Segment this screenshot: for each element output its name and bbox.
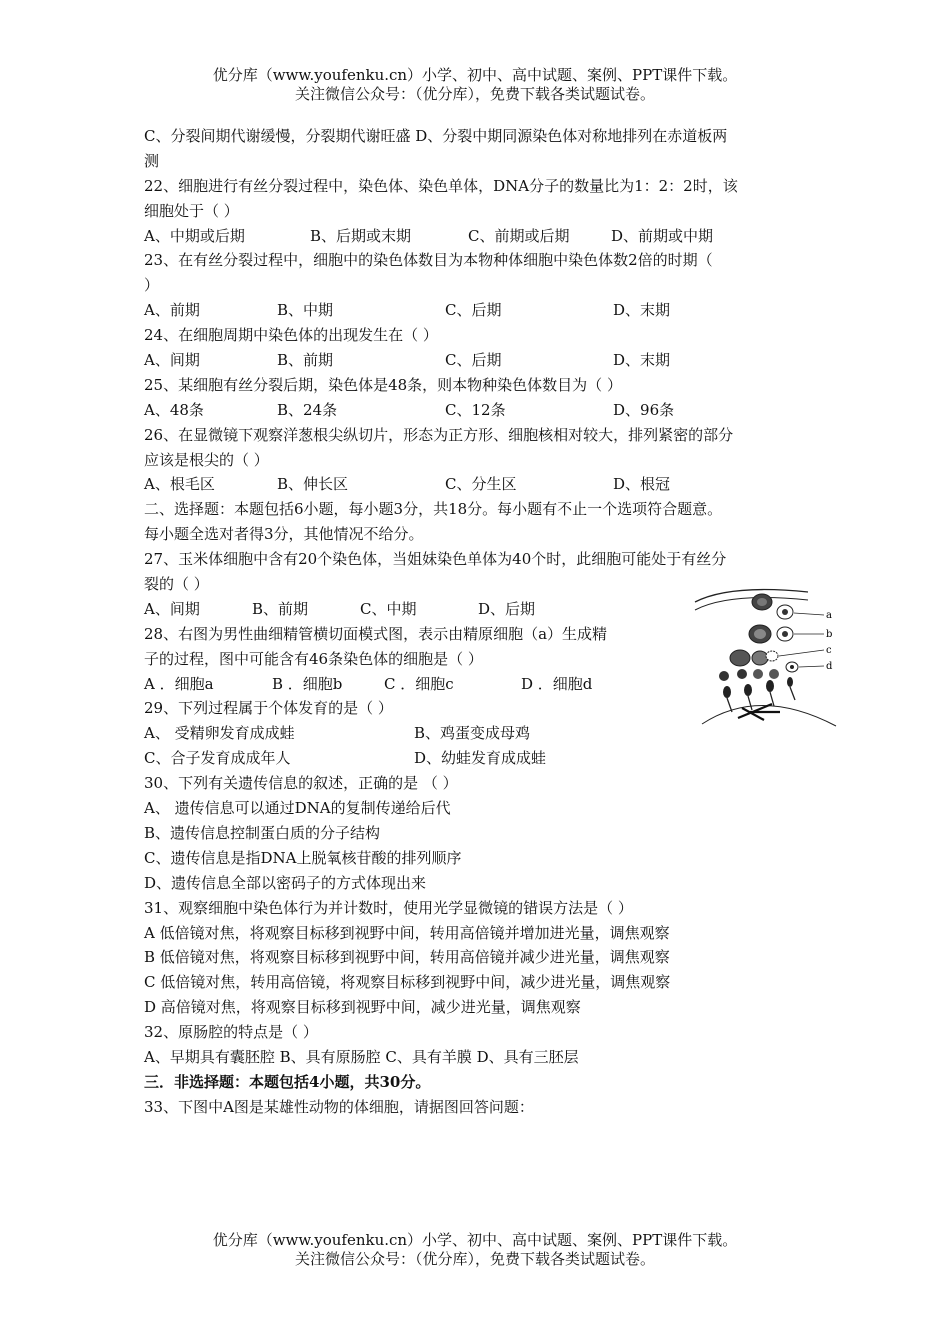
q25-option-a: A、48条 xyxy=(144,400,204,419)
q23-stem: 23、在有丝分裂过程中，细胞中的染色体数目为本物种体细胞中染色体数2倍的时期（ xyxy=(144,251,713,270)
page-header xyxy=(0,66,950,104)
q24-options xyxy=(144,348,814,373)
q23-stem-cont: ） xyxy=(144,276,160,295)
section-2-heading-cont: 每小题全选对者得3分，其他情况不给分。 xyxy=(144,525,424,544)
q21-option-line: C、分裂间期代谢缓慢，分裂期代谢旺盛 D、分裂中期同源染色体对称地排列在赤道板两 xyxy=(144,127,728,145)
q31-option-b: B 低倍镜对焦，将观察目标移到视野中间，转用高倍镜并减少进光量，调焦观察 xyxy=(144,948,670,967)
q27-option-b: B、前期 xyxy=(252,599,309,618)
q26-stem: 26、在显微镜下观察洋葱根尖纵切片，形态为正方形、细胞核相对较大，排列紧密的部分 xyxy=(144,425,734,444)
header-line-2: 关注微信公众号：（优分库），免费下载各类试题试卷。 xyxy=(294,85,655,103)
q25-option-b: B、24条 xyxy=(277,400,338,419)
q27-stem-cont: 裂的（ ） xyxy=(144,575,209,594)
q22-option-a: A、中期或后期 xyxy=(144,226,245,245)
q25-stem: 25、某细胞有丝分裂后期，染色体是48条，则本物种染色体数目为（ ） xyxy=(144,375,622,394)
q28-option-d: D ．细胞d xyxy=(521,674,593,693)
q28-stem: 28、右图为男性曲细精管横切面模式图，表示由精原细胞（a）生成精 xyxy=(144,624,608,643)
q26-option-a: A、根毛区 xyxy=(144,475,215,494)
q27-option-d: D、后期 xyxy=(478,599,536,618)
q31-option-c: C 低倍镜对焦，转用高倍镜，将观察目标移到视野中间，减少进光量，调焦观察 xyxy=(144,973,671,992)
q25-options xyxy=(144,398,814,423)
section-2-heading: 二、选择题：本题包括6小题，每小题3分，共18分。每小题有不止一个选项符合题意。 xyxy=(144,500,723,519)
q33-stem: 33、下图中A图是某雄性动物的体细胞，请据图回答问题： xyxy=(144,1097,534,1116)
q26-stem-cont: 应该是根尖的（ ） xyxy=(144,450,269,469)
q22-option-d: D、前期或中期 xyxy=(611,226,714,245)
q28-stem-cont: 子的过程，图中可能含有46条染色体的细胞是（ ） xyxy=(144,649,483,668)
q28-option-b: B ．细胞b xyxy=(272,674,343,693)
q23-option-d: D、末期 xyxy=(613,301,671,320)
page-footer xyxy=(0,1231,950,1269)
header-line-1: 优分库（www.youfenku.cn）小学、初中、高中试题、案例、PPT课件下载。 xyxy=(212,66,738,84)
q26-option-d: D、根冠 xyxy=(613,475,671,494)
q22-option-b: B、后期或末期 xyxy=(310,226,412,245)
q22-options xyxy=(144,224,814,249)
q29-option-b: B、鸡蛋变成母鸡 xyxy=(414,724,531,743)
q32-options: A、早期具有囊胚腔 B、具有原肠腔 C、具有羊膜 D、具有三胚层 xyxy=(144,1047,579,1066)
footer-line-2: 关注微信公众号：（优分库），免费下载各类试题试卷。 xyxy=(294,1250,655,1268)
q23-option-b: B、中期 xyxy=(277,301,334,320)
q29-option-d: D、幼蛙发育成成蛙 xyxy=(414,749,547,768)
q24-option-b: B、前期 xyxy=(277,351,334,370)
q32-stem: 32、原肠腔的特点是（ ） xyxy=(144,1023,318,1042)
q30-option-c: C、遗传信息是指DNA上脱氧核苷酸的排列顺序 xyxy=(144,848,462,867)
label-b: b xyxy=(826,629,833,640)
q29-option-c: C、合子发育成成年人 xyxy=(144,749,291,768)
q31-option-a: A 低倍镜对焦，将观察目标移到视野中间，转用高倍镜并增加进光量，调焦观察 xyxy=(144,923,670,942)
section-3-heading: 三．非选择题：本题包括4小题，共30分。 xyxy=(144,1072,431,1091)
q26-options xyxy=(144,472,814,497)
label-d: d xyxy=(826,661,833,672)
q25-option-c: C、12条 xyxy=(445,400,506,419)
q24-option-d: D、末期 xyxy=(613,351,671,370)
q29-options-row-2 xyxy=(144,746,814,771)
q30-option-d: D、遗传信息全部以密码子的方式体现出来 xyxy=(144,873,427,892)
q25-option-d: D、96条 xyxy=(613,400,675,419)
q22-stem: 22、细胞进行有丝分裂过程中，染色体、染色单体，DNA分子的数量比为1：2：2时，该 xyxy=(144,176,738,195)
q23-option-c: C、后期 xyxy=(445,301,502,320)
q31-stem: 31、观察细胞中染色体行为并计数时，使用光学显微镜的错误方法是（ ） xyxy=(144,898,633,917)
q29-option-a: A、 受精卵发育成成蛙 xyxy=(144,724,295,743)
q23-option-a: A、前期 xyxy=(144,301,200,320)
q24-option-a: A、间期 xyxy=(144,351,200,370)
q26-option-c: C、分生区 xyxy=(445,475,517,494)
q28-option-c: C ．细胞c xyxy=(384,674,454,693)
seminiferous-tubule-figure xyxy=(690,582,840,730)
q22-option-c: C、前期或后期 xyxy=(468,226,570,245)
q24-stem: 24、在细胞周期中染色体的出现发生在（ ） xyxy=(144,326,438,345)
label-c: c xyxy=(826,645,832,656)
q31-option-d: D 高倍镜对焦，将观察目标移到视野中间，减少进光量，调焦观察 xyxy=(144,998,581,1017)
q21-option-line-cont: 测 xyxy=(144,151,160,170)
q28-option-a: A ．细胞a xyxy=(144,674,214,693)
q30-option-b: B、遗传信息控制蛋白质的分子结构 xyxy=(144,823,381,842)
q24-option-c: C、后期 xyxy=(445,351,502,370)
q30-option-a: A、 遗传信息可以通过DNA的复制传递给后代 xyxy=(144,799,451,818)
q27-option-c: C、中期 xyxy=(360,599,417,618)
tubule-diagram xyxy=(690,582,840,730)
q23-options xyxy=(144,298,814,323)
q27-option-a: A、间期 xyxy=(144,599,200,618)
q29-stem: 29、下列过程属于个体发育的是（ ） xyxy=(144,699,393,718)
q22-stem-cont: 细胞处于（ ） xyxy=(144,201,239,220)
label-a: a xyxy=(826,610,832,621)
q30-stem: 30、下列有关遗传信息的叙述，正确的是 （ ） xyxy=(144,774,458,793)
footer-line-1: 优分库（www.youfenku.cn）小学、初中、高中试题、案例、PPT课件下载。 xyxy=(212,1231,738,1249)
q27-stem: 27、玉米体细胞中含有20个染色体，当姐妹染色单体为40个时，此细胞可能处于有丝分 xyxy=(144,550,727,569)
q26-option-b: B、伸长区 xyxy=(277,475,349,494)
